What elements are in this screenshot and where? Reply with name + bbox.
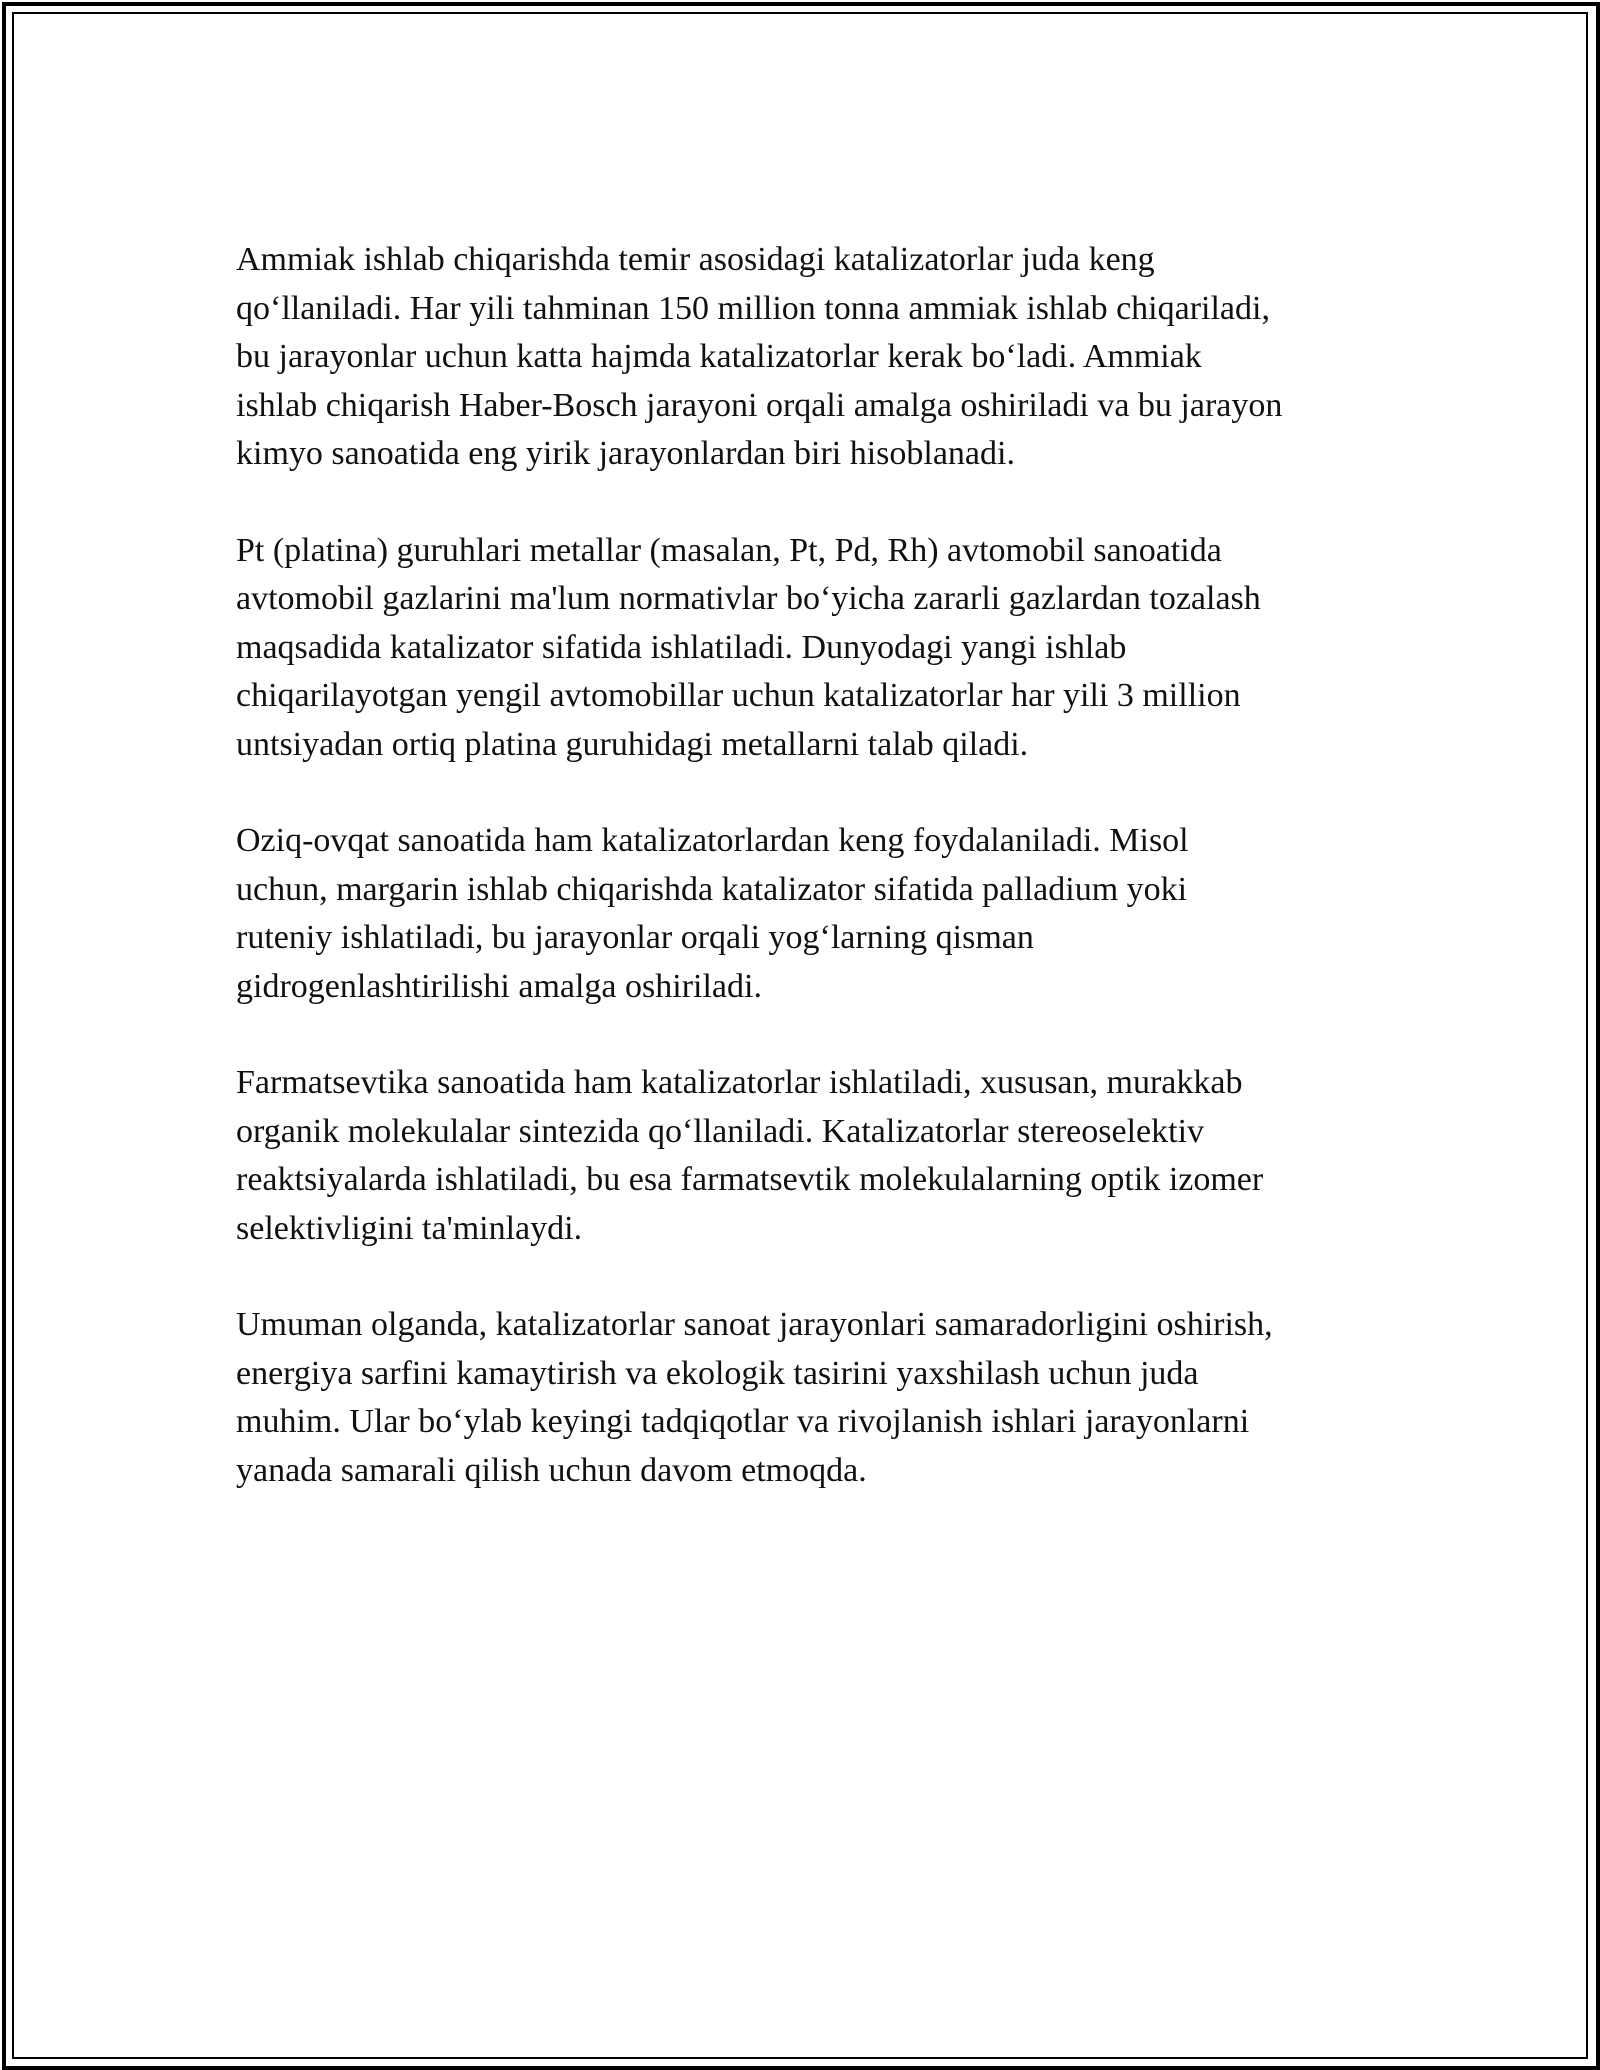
text-line: ruteniy ishlatiladi, bu jarayonlar orqali yog‘larning qisman	[236, 919, 1034, 956]
text-line: bu jarayonlar uchun katta hajmda katalizatorlar kerak bo‘ladi. Ammiak	[236, 338, 1202, 375]
paragraph-platinum	[236, 527, 1406, 770]
text-line: kimyo sanoatida eng yirik jarayonlardan biri hisoblanadi.	[236, 435, 1015, 472]
text-line: Pt (platina) guruhlari metallar (masalan, Pt, Pd, Rh) avtomobil sanoatida	[236, 531, 1222, 569]
text-line: energiya sarfini kamaytirish va ekologik tasirini yaxshilash uchun juda	[236, 1354, 1199, 1392]
document-body	[236, 236, 1406, 1543]
text-line: uchun, margarin ishlab chiqarishda katalizator sifatida palladium yoki	[236, 870, 1188, 908]
text-line: yanada samarali qilish uchun davom etmoqda.	[236, 1451, 867, 1489]
text-line: ishlab chiqarish Haber-Bosch jarayoni orqali amalga oshiriladi va bu jarayon	[236, 386, 1283, 424]
text-line: untsiyadan ortiq platina guruhidagi metallarni talab qiladi.	[236, 725, 1029, 763]
paragraph-pharmaceutical	[236, 1059, 1406, 1253]
text-line: avtomobil gazlarini ma'lum normativlar bo‘yicha zararli gazlardan tozalash	[236, 580, 1261, 617]
text-line: selektivligini ta'minlaydi.	[236, 1209, 583, 1247]
text-line: Umuman olganda, katalizatorlar sanoat jarayonlari samaradorligini oshirish,	[236, 1306, 1273, 1343]
text-line: Oziq-ovqat sanoatida ham katalizatorlardan keng foydalaniladi. Misol	[236, 822, 1189, 859]
text-line: Ammiak ishlab chiqarishda temir asosidagi katalizatorlar juda keng	[236, 241, 1155, 278]
text-line: Farmatsevtika sanoatida ham katalizatorlar ishlatiladi, xususan, murakkab	[236, 1064, 1243, 1101]
text-line: maqsadida katalizator sifatida ishlatiladi. Dunyodagi yangi ishlab	[236, 628, 1127, 666]
paragraph-food-industry	[236, 817, 1406, 1011]
text-line: organik molekulalar sintezida qo‘llaniladi. Katalizatorlar stereoselektiv	[236, 1112, 1205, 1150]
paragraph-conclusion	[236, 1301, 1406, 1495]
text-line: chiqarilayotgan yengil avtomobillar uchun katalizatorlar har yili 3 million	[236, 677, 1241, 714]
text-line: reaktsiyalarda ishlatiladi, bu esa farmatsevtik molekulalarning optik izomer	[236, 1161, 1264, 1198]
text-line: gidrogenlashtirilishi amalga oshiriladi.	[236, 967, 762, 1005]
paragraph-ammonia	[236, 236, 1406, 479]
text-line: muhim. Ular bo‘ylab keyingi tadqiqotlar va rivojlanish ishlari jarayonlarni	[236, 1403, 1250, 1440]
text-line: qo‘llaniladi. Har yili tahminan 150 million tonna ammiak ishlab chiqariladi,	[236, 289, 1270, 327]
